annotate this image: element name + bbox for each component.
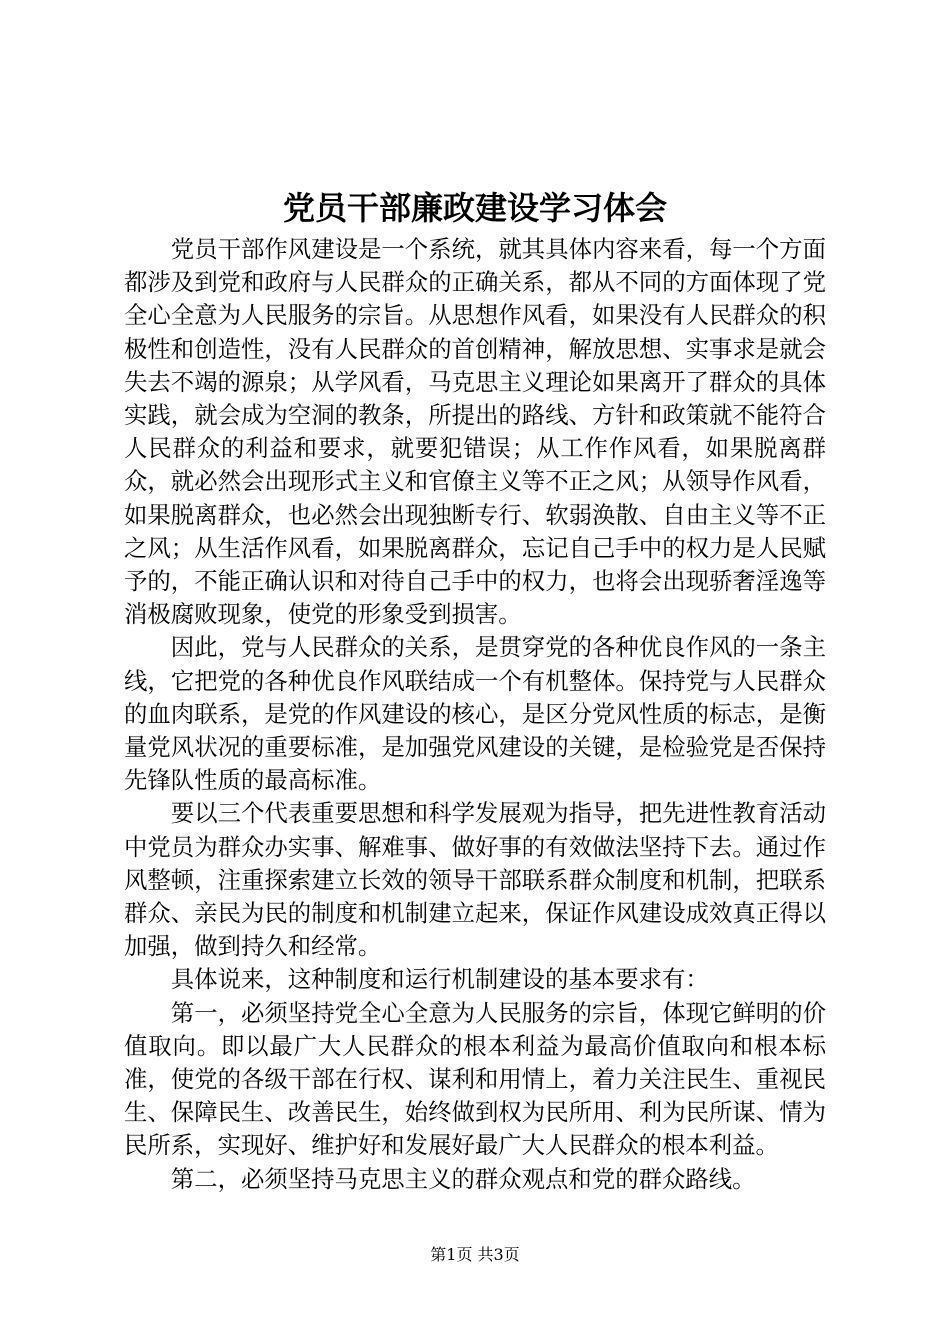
page-number-footer: 第1页 共3页 (430, 1245, 520, 1264)
document-title: 党员干部廉政建设学习体会 (282, 189, 667, 227)
paragraph-6: 第二，必须坚持马克思主义的群众观点和党的群众路线。 (170, 1164, 756, 1193)
paragraph-1: 党员干部作风建设是一个系统，就其具体内容来看，每一个方面都涉及到党和政府与人民群众的正确关系，都从不同的方面体现了党全心全意为人民服务的宗旨。从思想作风看，如果没有人民群众的积极性和创造性，没有人民群众的首创精神，解放思想、实事求是就会失去不竭的源泉；从学风看，马克思主义理论如果离开了群众的具体实践，就会成为空洞的教条，所提出的路线、方针和政策就不能符合人民群众的利益和要求，就要犯错误；从工作作风看，如果脱离群众，就必然会出现形式主义和官僚主义等不正之风；从领导作风看，如果脱离群众，也必然会出现独断专行、软弱涣散、自由主义等不正之风；从生活作风看，如果脱离群众，忘记自己手中的权力是人民赋予的，不能正确认识和对待自己手中的权力，也将会出现骄奢淫逸等消极腐败现象，使党的形象受到损害。 (124, 235, 826, 629)
paragraph-4: 具体说来，这种制度和运行机制建设的基本要求有： (170, 965, 709, 994)
paragraph-5: 第一，必须坚持党全心全意为人民服务的宗旨，体现它鲜明的价值取向。即以最广大人民群众的根本利益为最高价值取向和根本标准，使党的各级干部在行权、谋利和用情上，着力关注民生、重视民生、保障民生、改善民生，始终做到权为民所用、利为民所谋、情为民所系，实现好、维护好和发展好最广大人民群众的根本利益。 (124, 998, 826, 1160)
paragraph-3: 要以三个代表重要思想和科学发展观为指导，把先进性教育活动中党员为群众办实事、解难事、做好事的有效做法坚持下去。通过作风整顿，注重探索建立长效的领导干部联系群众制度和机制，把联系群众、亲民为民的制度和机制建立起来，保证作风建设成效真正得以加强，做到持久和经常。 (124, 799, 826, 961)
paragraph-2: 因此，党与人民群众的关系，是贯穿党的各种优良作风的一条主线，它把党的各种优良作风联结成一个有机整体。保持党与人民群众的血肉联系，是党的作风建设的核心，是区分党风性质的标志，是衡量党风状况的重要标准，是加强党风建设的关键，是检验党是否保持先锋队性质的最高标准。 (124, 633, 826, 795)
document-body (124, 233, 826, 1196)
